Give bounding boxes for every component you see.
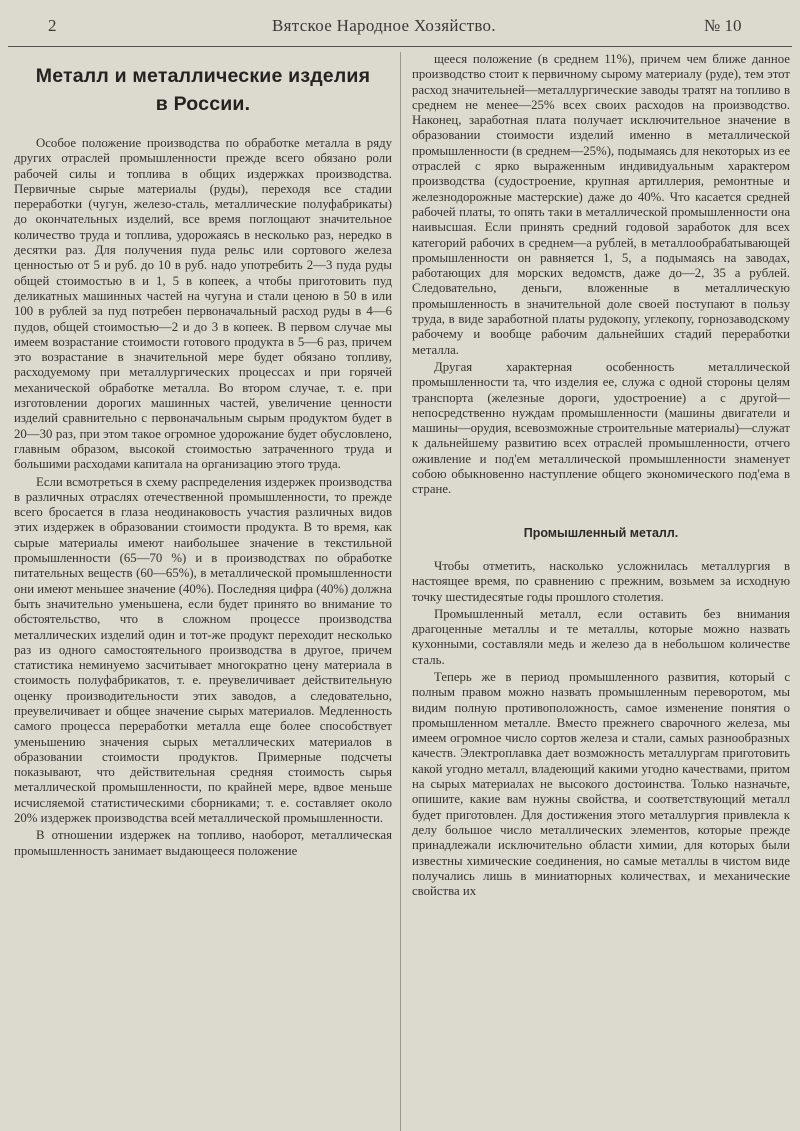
article-title: [14, 62, 392, 118]
header-rule: [8, 46, 792, 47]
right-column: [412, 52, 790, 1131]
article-title-line-2: в России.: [155, 93, 251, 115]
paragraph: Другая характерная особенность металлической промышленности та, что изделия ее, служа с одной стороны целям транспорта (железные дороги, удостроение) а с другой—непосредственно нуждам промышленности (машины двигатели и машины—орудия, всевозможные строительные материалы)—служат к дальнейшему развитию всех отраслей промышленности, отчего оживление и под'ем металлической промышленности знаменует собою обыкновенно наступление общего экономического под'ема в стране.: [412, 359, 790, 497]
paragraph: щееся положение (в среднем 11%), причем чем ближе данное производство стоит к первичному сырому материалу (руде), тем этот расход значительней—металлургические заводы тратят на топливо в среднем не менее—25% всех своих расходов на производство. Наконец, заработная плата получает исключительное значение в образовании стоимости изделий именно в металлической промышленности (в среднем—25%), подымаясь для некоторых из ее отраслей с ярко выраженным индивидуальным характером производства (судостроение, крупная артиллерия, ремонтные и железнодорожные мастерские) даже до 40%. Что касается средней рабочей платы, то опять таки в металлической промышленности она наивысшая. Если принять средний годовой заработок для всех категорий рабочих в среднем—а рублей, в металлообрабатывающей промышленности он равняется 1, 5, а подымаясь на заводах, работающих для морских ведомств, даже до—2, 35 а рублей. Следовательно, деньги, вложенные в металлическую промышленность в значительной доле своей поступают в пользу труда, в виде заработной платы рудокопу, углекопу, горнозаводскому рабочему и вообще рабочим дальнейших стадий переработки металла.: [412, 52, 790, 357]
paragraph: Промышленный металл, если оставить без внимания драгоценные металлы и те металлы, которые можно назвать кухонными, составляли медь и железо да в небольшом количестве сталь.: [412, 606, 790, 667]
paragraph: Чтобы отметить, насколько усложнилась металлургия в настоящее время, по сравнению с прежним, возьмем за исходную точку шестидесятые годы прошлого столетия.: [412, 558, 790, 604]
article-title-line-1: Металл и металлические изделия: [35, 65, 371, 87]
issue-number: № 10: [704, 16, 742, 35]
section-heading: Промышленный металл.: [523, 525, 679, 540]
page-number: 2: [48, 16, 57, 35]
paragraph: Теперь же в период промышленного развития, который с полным правом можно назвать промышленным переворотом, мы видим полную противоположность, самое изменение понятия о промышленном металле. Вместо прежнего сварочного железа, мы имеем огромное число сортов железа и стали, самых разнообразных качеств. Электроплавка дает возможность металлургам приготовить какой угодно металл, владеющий какими угодно качествами, притом на сырых материалах не высокого достоинства. Только назначьте, опишите, какие вам нужны свойства, и соответствующий металл будет приготовлен. Для достижения этого металлургия привлекла к делу большое число металлических элементов, которые прежде принадлежали исключительно области химии, для которых были известны химические соединения, но самые металлы в чистом виде получались лишь в миниатюрных количествах, и механические свойства их: [412, 669, 790, 899]
paragraph: В отношении издержек на топливо, наоборот, металлическая промышленность занимает выдающееся положение: [14, 828, 392, 858]
paragraph: Если всмотреться в схему распределения издержек производства в различных отраслях отечественной промышленности, то прежде всего бросается в глаза неодинаковость участия различных видов этих издержек в образовании стоимости продукта. В то время, как сырые материалы имеют наибольшее значение в текстильной промышленности (65—70 %) и в производствах по обработке питательных веществ (60—65%), в металлической промышленности они имеют меньшее значение (40%). Последняя цифра (40%) должна быть значительно уменьшена, если будет принято во внимание то обстоятельство, что в сложном процессе производства металлических изделий один и тот-же продукт переходит несколько раз из одного самостоятельного производства в другое, причем статистика неминуемо засчитывает многократно цену материала в стоимость полуфабрикатов, т. е. преувеличивает действительную оценку производительности этих заводов, а следовательно, преувеличивает и общее значение сырых материалов. Медленность самого процесса переработки металла еще более способствует уменьшению значения сырых металлических материалов в образовании стоимости продуктов. Примерные подсчеты показывают, что действительная средняя стоимость сырья металлической промышленности, по крайней мере, вдвое меньше исчисляемой статистическими сборниками; т. е. составляет около 20% издержек производства всей металлической промышленности.: [14, 474, 392, 826]
page-header: [0, 14, 800, 40]
paragraph: Особое положение производства по обработке металла в ряду других отраслей промышленности прежде всего обязано роли рабочей силы и топлива в общих издержках производства. Первичные сырые материалы (руды), переходя все стадии переработки (чугун, железо-сталь, металлические полуфабрикаты) до окончательных изделий, все время поглощают значительное количество труда и топлива, удорожаясь в несколько раз, нередко в десятки раз. Для получения пуда рельс или сортового железа ценностью от 5 и руб. до 10 в руб. надо употребить 2—3 пуда руды общей стоимостью в и 1, 5 в копеек, а чтобы приготовить пуд деликатных машинных частей на чугуна и стали ценою в 50 в или 100 в рублей за пуд потребен первоначальный расход руды в 4—6 пудов, общей стоимостью—2 и до 3 в копеек. В первом случае мы имеем возрастание стоимости готового продукта в 5—6 раз, причем это возрастание в значительной мере будет обязано топливу, расходуемому при металлургических процессах и при горячей механической обработке металла. Во втором случае, т. е. при изготовлении дорогих машинных частей, увеличение ценности изделий сравнительно с первоначальным сырым продуктом будет в 20—30 раз, при этом такое огромное удорожание будет обусловлено, главным образом, высокой стоимостью затраченного труда и большими расходами капитала на организацию этого труда.: [14, 136, 392, 472]
column-divider: [400, 52, 401, 1131]
left-column: [14, 54, 392, 1131]
newspaper-title: Вятское Народное Хозяйство.: [272, 16, 496, 35]
